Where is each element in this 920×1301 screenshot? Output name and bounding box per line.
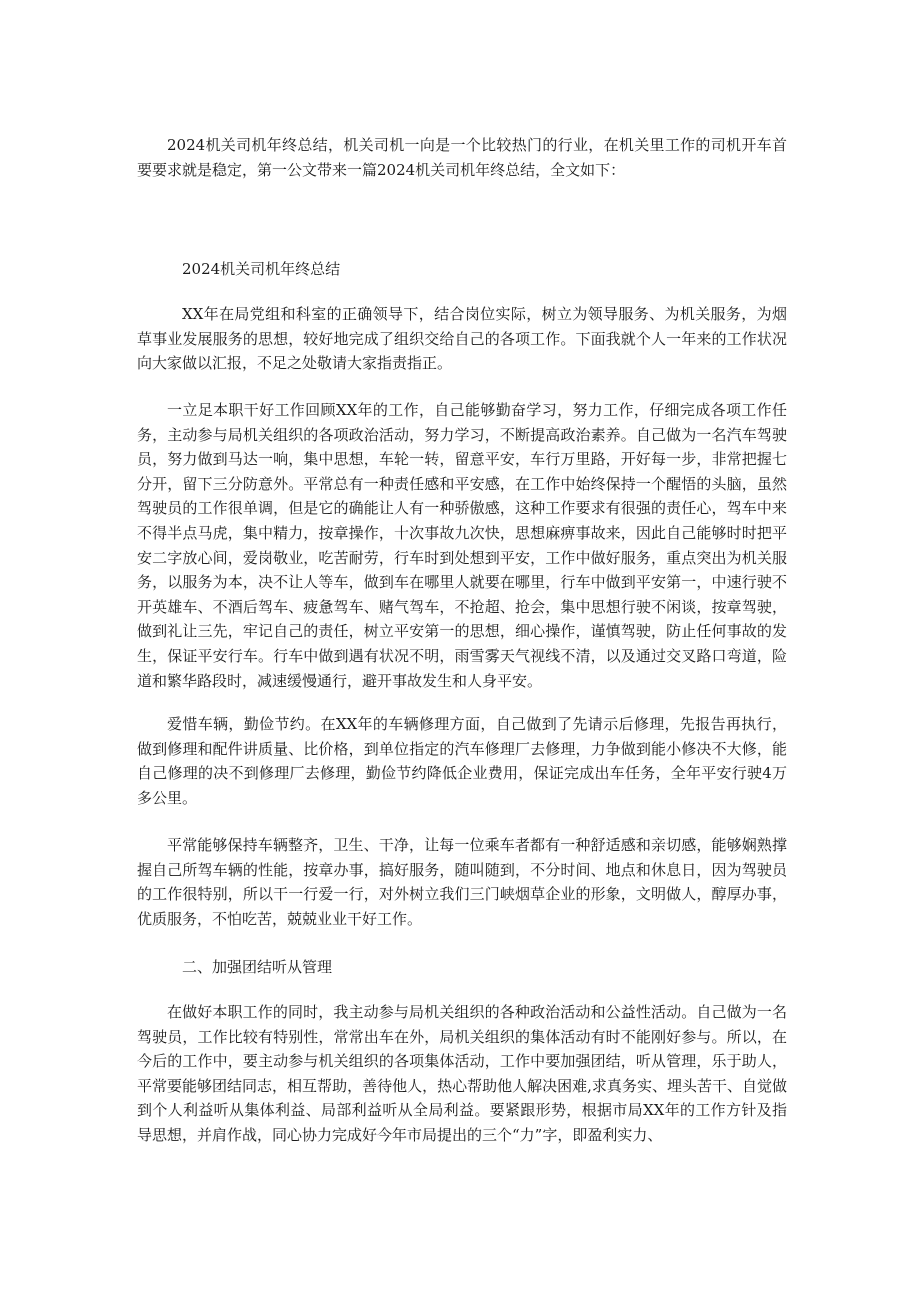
intro-paragraph: 2024机关司机年终总结，机关司机一向是一个比较热门的行业，在机关里工作的司机开车首要要求就是稳定，第一公文带来一篇2024机关司机年终总结，全文如下：	[137, 136, 787, 179]
paragraph-1: XX年在局党组和科室的正确领导下，结合岗位实际，树立为领导服务、为机关服务，为烟草事业发展服务的思想，较好地完成了组织交给自己的各项工作。下面我就个人一年来的工作状况向大家做以汇报，不足之处敬请大家指责指正。	[137, 305, 787, 373]
paragraph-4: 平常能够保持车辆整齐，卫生、干净，让每一位乘车者都有一种舒适感和亲切感，能够娴熟撑握自己所驾车辆的性能，按章办事，搞好服务，随叫随到，不分时间、地点和休息日，因为驾驶员的工作很特别，所以干一行爱一行，对外树立我们三门峡烟草企业的形象，文明做人，醇厚办事，优质服务，不怕吃苦，兢兢业业干好工作。	[137, 836, 787, 928]
paragraph-3: 爱惜车辆，勤俭节约。在XX年的车辆修理方面，自己做到了先请示后修理，先报告再执行，做到修理和配件讲质量、比价格，到单位指定的汽车修理厂去修理，力争做到能小修决不大修，能自己修理的决不到修理厂去修理，勤俭节约降低企业费用，保证完成出车任务，全年平安行驶4万多公里。	[137, 715, 787, 807]
paragraph-5: 在做好本职工作的同时，我主动参与局机关组织的各种政治活动和公益性活动。自己做为一名驾驶员，工作比较有特别性，常常出车在外，局机关组织的集体活动有时不能刚好参与。所以，在今后的工作中，要主动参与机关组织的各项集体活动，工作中要加强团结，听从管理，乐于助人，平常要能够团结同志，相互帮助，善待他人，热心帮助他人解决困难,求真务实、埋头苦干、自觉做到个人利益听从集体利益、局部利益听从全局利益。要紧跟形势，根据市局XX年的工作方针及指导思想，并肩作战，同心协力完成好今年市局提出的三个“力”字，即盈利实力、	[137, 1003, 787, 1144]
paragraph-2: 一立足本职干好工作回顾XX年的工作，自己能够勤奋学习，努力工作，仔细完成各项工作任务，主动参与局机关组织的各项政治活动，努力学习，不断提高政治素养。自己做为一名汽车驾驶员，努力做到马达一响，集中思想，车轮一转，留意平安，车行万里路，开好每一步，非常把握七分开，留下三分防意外。平常总有一种责任感和平安感，在工作中始终保持一个醒悟的头脑，虽然驾驶员的工作很单调，但是它的确能让人有一种骄傲感，这种工作要求有很强的责任心，驾车中来不得半点马虎，集中精力，按章操作，十次事故九次快，思想麻痹事故来，因此自己能够时时把平安二字放心间，爱岗敬业，吃苦耐劳，行车时到处想到平安，工作中做好服务，重点突出为机关服务，以服务为本，决不让人等车，做到车在哪里人就要在哪里，行车中做到平安第一，中速行驶不开英雄车、不酒后驾车、疲惫驾车、赌气驾车，不抢超、抢会，集中思想行驶不闲谈，按章驾驶，做到礼让三先，牢记自己的责任，树立平安第一的思想，细心操作，谨慎驾驶，防止任何事故的发生，保证平安行车。行车中做到遇有状况不明，雨雪雾天气视线不清，以及通过交叉路口弯道，险道和繁华路段时，减速缓慢通行，避开事故发生和人身平安。	[137, 401, 787, 690]
section-heading-2: 二、加强团结听从管理	[182, 958, 333, 976]
document-title: 2024机关司机年终总结	[182, 260, 341, 278]
